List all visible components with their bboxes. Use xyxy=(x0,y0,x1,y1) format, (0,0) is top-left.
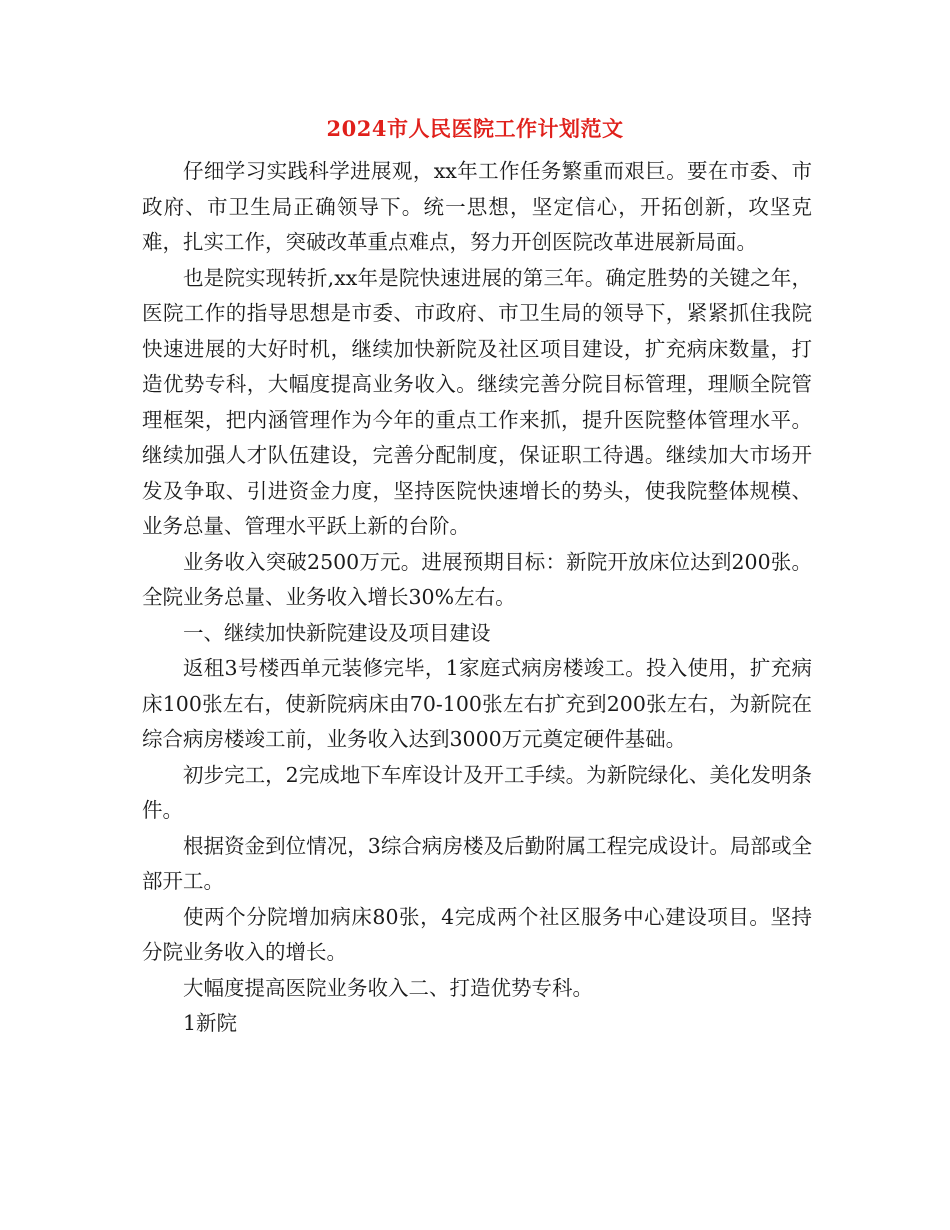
document-title: 2024市人民医院工作计划范文 xyxy=(326,116,624,141)
document-body xyxy=(142,154,812,1042)
paragraph: 根据资金到位情况，3综合病房楼及后勤附属工程完成设计。局部或全部开工。 xyxy=(142,833,812,893)
paragraph: 业务收入突破2500万元。进展预期目标：新院开放床位达到200张。全院业务总量、业务收入增长30%左右。 xyxy=(142,549,812,609)
paragraph: 返租3号楼西单元装修完毕，1家庭式病房楼竣工。投入使用，扩充病床100张左右，使新院病床由70-100张左右扩充到200张左右，为新院在综合病房楼竣工前，业务收入达到3000万元奠定硬件基础。 xyxy=(142,656,812,751)
section-heading: 一、继续加快新院建设及项目建设 xyxy=(183,620,491,645)
paragraph: 大幅度提高医院业务收入二、打造优势专科。 xyxy=(183,975,593,1000)
paragraph: 1新院 xyxy=(183,1011,238,1035)
paragraph: 使两个分院增加病床80张，4完成两个社区服务中心建设项目。坚持分院业务收入的增长。 xyxy=(142,904,812,964)
paragraph: 初步完工，2完成地下车库设计及开工手续。为新院绿化、美化发明条件。 xyxy=(142,762,812,822)
paragraph: 也是院实现转折,xx年是院快速进展的第三年。确定胜势的关键之年，医院工作的指导思想是市委、市政府、市卫生局的领导下，紧紧抓住我院快速进展的大好时机，继续加快新院及社区项目建设，扩充病床数量，打造优势专科，大幅度提高业务收入。继续完善分院目标管理，理顺全院管理框架，把内涵管理作为今年的重点工作来抓，提升医院整体管理水平。继续加强人才队伍建设，完善分配制度，保证职工待遇。继续加大市场开发及争取、引进资金力度，坚持医院快速增长的势头，使我院整体规模、业务总量、管理水平跃上新的台阶。 xyxy=(142,265,812,538)
paragraph: 仔细学习实践科学进展观，xx年工作任务繁重而艰巨。要在市委、市政府、市卫生局正确领导下。统一思想，坚定信心，开拓创新，攻坚克难，扎实工作，突破改革重点难点，努力开创医院改革进展新局面。 xyxy=(142,159,812,254)
